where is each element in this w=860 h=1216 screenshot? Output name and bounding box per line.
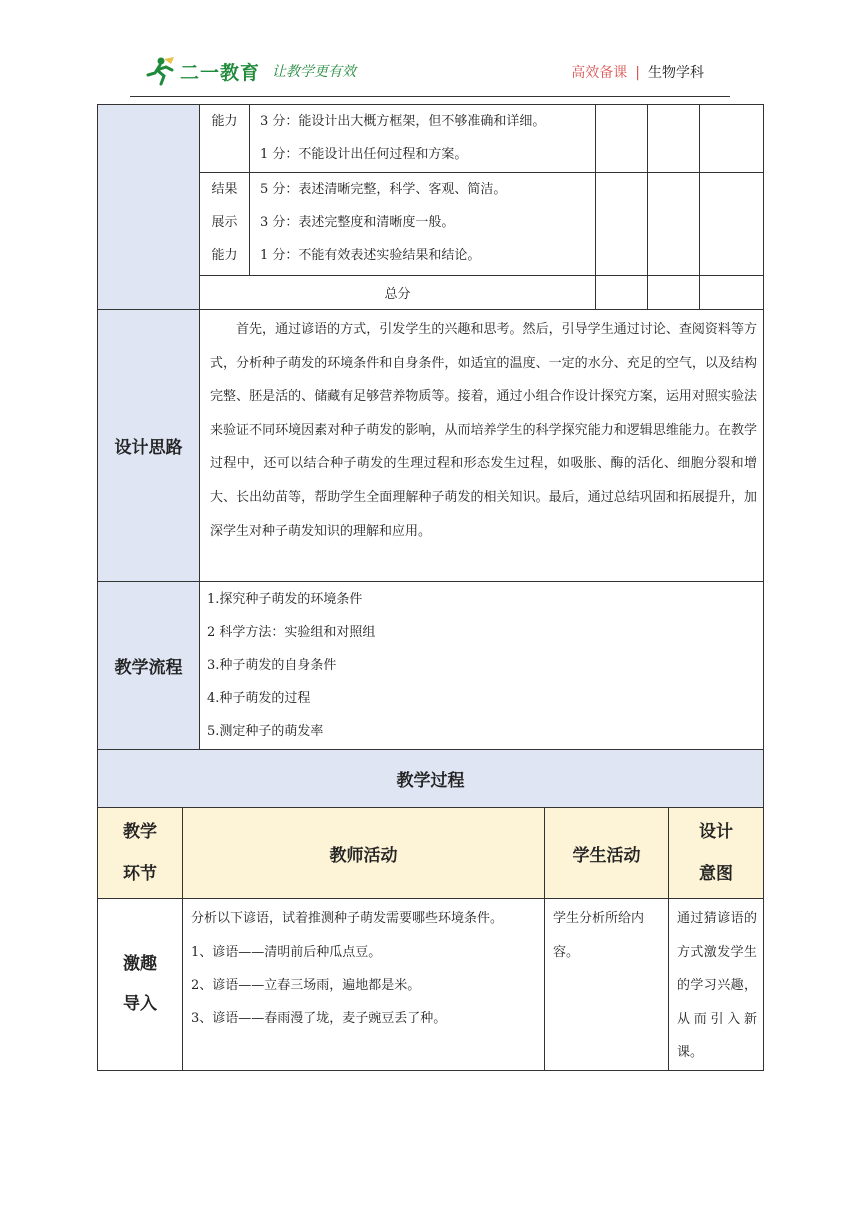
col-header-stage: 教学 环节 xyxy=(98,808,183,899)
col-header-student: 学生活动 xyxy=(545,808,669,899)
rubric-descriptions: 3 分：能设计出大概方框架，但不够准确和详细。 1 分：不能设计出任何过程和方案。 xyxy=(250,105,596,173)
process-table xyxy=(97,749,764,1071)
proverb-item: 2、谚语——立春三场雨，遍地都是米。 xyxy=(191,977,421,993)
process-row-intro xyxy=(98,899,764,1071)
header-category: 高效备课 xyxy=(571,65,628,81)
design-intent: 通过猜谚语的方式激发学生的学习兴趣，从而引入新课。 xyxy=(669,899,764,1071)
student-activity: 学生分析所给内容。 xyxy=(545,899,669,1071)
score-cell xyxy=(648,276,700,310)
rubric-side-cell xyxy=(98,105,200,310)
col-header-intent: 设计 意图 xyxy=(669,808,764,899)
total-label: 总分 xyxy=(200,276,596,310)
flow-label: 教学流程 xyxy=(98,582,200,750)
score-cell xyxy=(648,105,700,173)
score-cell xyxy=(596,276,648,310)
page-header xyxy=(130,52,730,97)
design-text: 首先，通过谚语的方式，引发学生的兴趣和思考。然后，引导学生通过讨论、查阅资料等方式，分析种子萌发的环境条件和自身条件，如适宜的温度、一定的水分、充足的空气，以及结构完整、胚是活的、储藏有足够营养物质等。接着，通过小组合作设计探究方案，运用对照实验法来验证不同环境因素对种子萌发的影响，从而培养学生的科学探究能力和逻辑思维能力。在教学过程中，还可以结合种子萌发的生理过程和形态发生过程，如吸胀、酶的活化、细胞分裂和增大、长出幼苗等，帮助学生全面理解种子萌发的相关知识。最后，通过总结巩固和拓展提升，加深学生对种子萌发知识的理解和应用。 xyxy=(210,322,757,539)
process-title-row xyxy=(98,750,764,808)
score-cell xyxy=(648,173,700,276)
design-text-cell xyxy=(200,310,764,582)
flow-row xyxy=(98,582,764,750)
flow-list xyxy=(200,582,764,750)
design-row xyxy=(98,310,764,582)
flow-item: 1.探究种子萌发的环境条件 xyxy=(207,592,363,607)
rubric-criterion: 能力 xyxy=(200,105,250,173)
teacher-activity: 分析以下谚语，试着推测种子萌发需要哪些环境条件。 1、谚语——清明前后种瓜点豆。 2、谚语——立春三场雨，遍地都是米。 3、谚语——春雨漫了垅，麦子豌豆丢了种。 xyxy=(183,899,545,1071)
runner-logo-icon xyxy=(144,56,178,86)
score-cell xyxy=(596,173,648,276)
brand-slogan: 让教学更有效 xyxy=(272,64,357,80)
score-cell xyxy=(700,276,764,310)
design-label: 设计思路 xyxy=(98,310,200,582)
rubric-row-design xyxy=(98,105,764,173)
header-separator: | xyxy=(635,65,640,81)
rubric-descriptions: 5 分：表述清晰完整，科学、客观、简洁。 3 分：表述完整度和清晰度一般。 1 分：不能有效表述实验结果和结论。 xyxy=(250,173,596,276)
stage-label: 激趣 导入 xyxy=(98,899,183,1071)
brand-logo xyxy=(144,56,356,86)
score-cell xyxy=(596,105,648,173)
header-subject-name: 生物学科 xyxy=(648,65,704,81)
score-cell xyxy=(700,105,764,173)
flow-item: 3.种子萌发的自身条件 xyxy=(207,658,337,673)
col-header-teacher: 教师活动 xyxy=(183,808,545,899)
proverb-item: 3、谚语——春雨漫了垅，麦子豌豆丢了种。 xyxy=(191,1010,447,1026)
process-header-row xyxy=(98,808,764,899)
process-title: 教学过程 xyxy=(98,750,764,808)
flow-item: 2 科学方法：实验组和对照组 xyxy=(207,625,376,640)
flow-item: 4.种子萌发的过程 xyxy=(207,691,311,706)
brand-name: 二一教育 xyxy=(180,61,261,84)
score-cell xyxy=(700,173,764,276)
flow-item: 5.测定种子的萌发率 xyxy=(207,724,324,739)
lesson-plan-table xyxy=(97,104,764,750)
rubric-criterion: 结果 展示 能力 xyxy=(200,173,250,276)
proverb-item: 1、谚语——清明前后种瓜点豆。 xyxy=(191,944,382,960)
header-subject xyxy=(571,62,704,82)
